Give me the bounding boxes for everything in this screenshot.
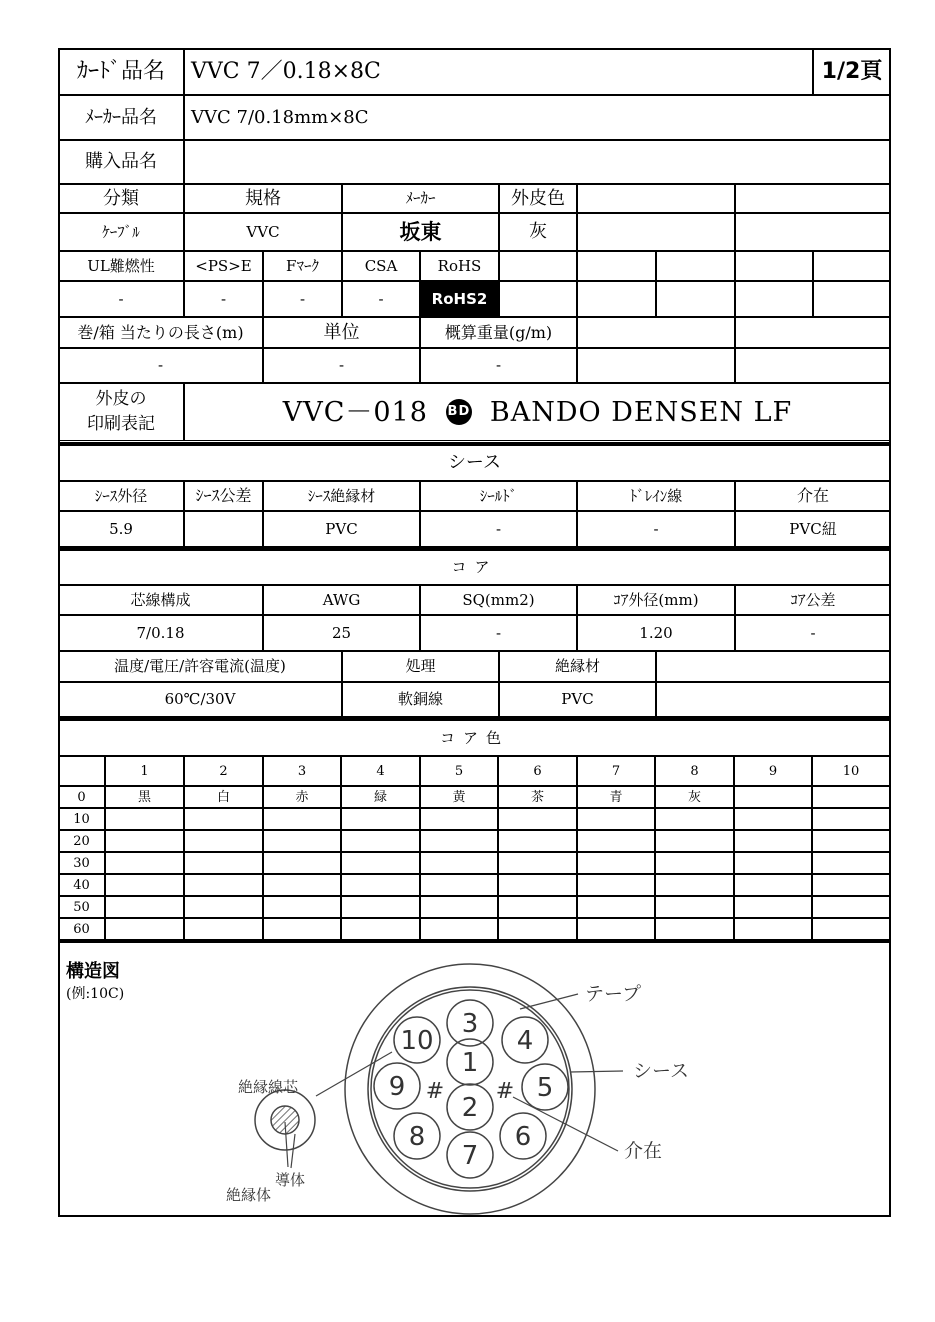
length-per-reel-label: 巻/箱 当たりの長さ(m)	[58, 317, 263, 348]
core-color-cell	[812, 874, 890, 896]
print-text	[184, 383, 891, 441]
core-color-cell	[263, 808, 341, 830]
csa-label: CSA	[342, 251, 420, 281]
core-color-cell	[105, 874, 184, 896]
sheath-section-title: シース	[58, 445, 891, 481]
color-column-header: 1	[105, 756, 184, 786]
core-color-cell	[263, 896, 341, 918]
color-row-index: 10	[58, 808, 105, 830]
empty-cell	[577, 184, 735, 213]
purchase-name-value	[184, 140, 891, 184]
core-color-cell	[655, 852, 734, 874]
empty-cell	[735, 184, 891, 213]
core-color-cell	[184, 918, 263, 940]
empty-cell	[735, 213, 891, 251]
sheath-insulation-value: PVC	[263, 511, 420, 547]
core-color-cell	[341, 874, 420, 896]
core-number: 7	[461, 1141, 479, 1171]
sq-label: SQ(mm2)	[420, 585, 577, 615]
core-number: 8	[408, 1122, 426, 1152]
empty-cell	[577, 348, 735, 383]
bando-logo-icon: BD	[446, 399, 472, 425]
color-row-index: 50	[58, 896, 105, 918]
ul-flame-label: UL難燃性	[58, 251, 184, 281]
core-color-cell	[734, 852, 812, 874]
core-color-cell	[105, 830, 184, 852]
core-color-cell: 茶	[498, 786, 577, 808]
color-column-header: 4	[341, 756, 420, 786]
structure-diagram-title: 構造図	[66, 961, 120, 982]
filler-symbol: #	[425, 1079, 445, 1104]
core-color-cell	[341, 896, 420, 918]
empty-cell	[735, 251, 813, 281]
length-per-reel-value: -	[58, 348, 263, 383]
print-label-line2: 印刷表記	[87, 414, 155, 434]
core-color-cell	[577, 874, 655, 896]
core-number: 5	[536, 1073, 554, 1103]
treatment-value: 軟銅線	[342, 682, 499, 717]
purchase-name-label: 購入品名	[58, 140, 184, 184]
core-number: 10	[400, 1026, 434, 1056]
sheath-label: シース	[633, 1060, 690, 1082]
empty-cell	[813, 281, 891, 317]
treatment-label: 処理	[342, 651, 499, 682]
core-color-cell	[105, 918, 184, 940]
tape-leader	[520, 994, 578, 1009]
core-color-cell	[734, 874, 812, 896]
core-color-cell: 青	[577, 786, 655, 808]
core-tolerance-label: ｺｱ公差	[735, 585, 891, 615]
shield-label: ｼｰﾙﾄﾞ	[420, 481, 577, 511]
rating-value: 60℃/30V	[58, 682, 342, 717]
color-row-index: 30	[58, 852, 105, 874]
empty-cell	[577, 251, 656, 281]
core-tolerance-value: -	[735, 615, 891, 651]
color-column-header: 9	[734, 756, 812, 786]
core-color-cell	[105, 852, 184, 874]
conductor-label: 導体	[275, 1171, 306, 1189]
drain-wire-value: -	[577, 511, 735, 547]
awg-value: 25	[263, 615, 420, 651]
empty-cell	[656, 251, 735, 281]
tape-label: テープ	[585, 983, 642, 1005]
structure-diagram-note: (例:10C)	[66, 986, 125, 1002]
core-color-cell	[341, 808, 420, 830]
core-color-cell: 白	[184, 786, 263, 808]
classification-value: ｹｰﾌﾞﾙ	[58, 213, 184, 251]
filler-diagram-label: 介在	[624, 1140, 663, 1162]
color-column-header: 2	[184, 756, 263, 786]
color-column-header: 3	[263, 756, 341, 786]
core-color-cell	[105, 808, 184, 830]
print-label	[58, 383, 184, 441]
core-od-label: ｺｱ外径(mm)	[577, 585, 735, 615]
empty-cell	[499, 281, 577, 317]
core-color-cell	[577, 830, 655, 852]
core-color-cell	[263, 830, 341, 852]
core-color-cell	[498, 896, 577, 918]
empty-cell	[577, 281, 656, 317]
core-color-cell	[263, 874, 341, 896]
core-color-cell	[812, 896, 890, 918]
csa-value: -	[342, 281, 420, 317]
maker-name-label: ﾒｰｶｰ品名	[58, 95, 184, 140]
filler-label: 介在	[735, 481, 891, 511]
card-name-value: VVC 7／0.18×8C	[184, 48, 813, 95]
core-color-cell	[655, 830, 734, 852]
core-color-cell	[105, 896, 184, 918]
insulation-material-label: 絶縁材	[499, 651, 656, 682]
unit-value: -	[263, 348, 420, 383]
color-row-index: 40	[58, 874, 105, 896]
empty-cell	[735, 317, 891, 348]
core-color-cell	[263, 918, 341, 940]
core-number: 3	[461, 1009, 479, 1039]
core-color-cell: 黄	[420, 786, 498, 808]
core-color-cell	[341, 830, 420, 852]
core-color-cell	[577, 896, 655, 918]
core-number: 9	[388, 1072, 406, 1102]
standard-label: 規格	[184, 184, 342, 213]
jacket-color-value: 灰	[499, 213, 577, 251]
jacket-color-label: 外皮色	[499, 184, 577, 213]
maker-label: ﾒｰｶｰ	[342, 184, 499, 213]
color-row-index: 60	[58, 918, 105, 940]
pse-value: -	[184, 281, 263, 317]
empty-cell	[577, 317, 735, 348]
print-text-model: VVC－018	[282, 396, 428, 428]
core-color-cell	[341, 852, 420, 874]
core-color-cell	[184, 830, 263, 852]
sheath-tolerance-value	[184, 511, 263, 547]
core-color-cell	[577, 918, 655, 940]
insulated-core-leader	[316, 1052, 392, 1096]
drain-wire-label: ﾄﾞﾚｲﾝ線	[577, 481, 735, 511]
empty-cell	[735, 348, 891, 383]
filler-symbol: #	[495, 1079, 515, 1104]
core-color-cell	[734, 786, 812, 808]
core-color-cell	[734, 918, 812, 940]
core-color-cell	[655, 918, 734, 940]
core-section-title: コア	[58, 550, 891, 585]
cable-cross-section-diagram	[58, 944, 891, 1216]
insulation-material-value: PVC	[499, 682, 656, 717]
empty-cell	[577, 213, 735, 251]
sheath-od-label: ｼｰｽ外径	[58, 481, 184, 511]
maker-value: 坂東	[342, 213, 499, 251]
insulated-core-example	[255, 1090, 315, 1150]
core-color-cell	[420, 896, 498, 918]
core-color-cell	[577, 808, 655, 830]
core-color-cell	[498, 808, 577, 830]
core-color-cell: 赤	[263, 786, 341, 808]
sheath-outer-circle	[345, 964, 595, 1214]
insulator-leader	[291, 1134, 295, 1168]
color-column-header: 6	[498, 756, 577, 786]
filler-value: PVC紐	[735, 511, 891, 547]
core-color-cell	[734, 808, 812, 830]
core-color-cell	[498, 852, 577, 874]
card-name-label: ｶｰﾄﾞ品名	[58, 48, 184, 95]
core-color-cell: 黒	[105, 786, 184, 808]
print-label-line1: 外皮の	[95, 389, 147, 409]
print-text-maker: BANDO DENSEN LF	[489, 396, 793, 428]
core-color-cell	[655, 896, 734, 918]
f-mark-value: -	[263, 281, 342, 317]
conductor-circle	[271, 1106, 299, 1134]
core-color-cell	[812, 852, 890, 874]
core-color-cell	[341, 918, 420, 940]
color-column-header: 10	[812, 756, 890, 786]
core-color-cell	[184, 896, 263, 918]
core-color-cell	[184, 874, 263, 896]
core-color-cell	[655, 808, 734, 830]
empty-cell	[656, 682, 891, 717]
core-color-cell	[577, 852, 655, 874]
core-color-cell	[812, 918, 890, 940]
core-number: 2	[461, 1093, 479, 1123]
color-row-index: 20	[58, 830, 105, 852]
color-grid-corner	[58, 756, 105, 786]
core-number: 6	[514, 1122, 532, 1152]
standard-value: VVC	[184, 213, 342, 251]
color-row-index: 0	[58, 786, 105, 808]
empty-cell	[656, 651, 891, 682]
empty-cell	[499, 251, 577, 281]
sheath-tolerance-label: ｼｰｽ公差	[184, 481, 263, 511]
empty-cell	[735, 281, 813, 317]
f-mark-label: Fﾏｰｸ	[263, 251, 342, 281]
core-color-cell	[734, 830, 812, 852]
core-color-cell	[420, 918, 498, 940]
section-divider	[58, 940, 891, 943]
sheath-od-value: 5.9	[58, 511, 184, 547]
core-color-cell: 緑	[341, 786, 420, 808]
core-color-cell	[263, 852, 341, 874]
insulator-label: 絶縁体	[226, 1186, 272, 1204]
core-color-cell	[498, 830, 577, 852]
unit-label: 単位	[263, 317, 420, 348]
core-color-cell	[420, 830, 498, 852]
empty-cell	[813, 251, 891, 281]
pse-label: <PS>E	[184, 251, 263, 281]
conductor-structure-label: 芯線構成	[58, 585, 263, 615]
core-od-value: 1.20	[577, 615, 735, 651]
core-color-cell	[498, 918, 577, 940]
maker-name-value: VVC 7/0.18mm×8C	[184, 95, 891, 140]
conductor-structure-value: 7/0.18	[58, 615, 263, 651]
core-color-cell: 灰	[655, 786, 734, 808]
shield-value: -	[420, 511, 577, 547]
awg-label: AWG	[263, 585, 420, 615]
color-column-header: 8	[655, 756, 734, 786]
insulated-core-label: 絶縁線芯	[238, 1078, 299, 1096]
core-color-cell	[184, 808, 263, 830]
core-number: 1	[461, 1048, 479, 1078]
empty-cell	[656, 281, 735, 317]
core-color-cell	[420, 874, 498, 896]
ul-flame-value: -	[58, 281, 184, 317]
page-number: 1/2頁	[813, 48, 891, 95]
weight-value: -	[420, 348, 577, 383]
core-color-cell	[420, 808, 498, 830]
rating-label: 温度/電圧/許容電流(温度)	[58, 651, 342, 682]
core-color-cell	[420, 852, 498, 874]
core-color-cell	[812, 808, 890, 830]
core-color-cell	[812, 830, 890, 852]
weight-label: 概算重量(g/m)	[420, 317, 577, 348]
color-column-header: 5	[420, 756, 498, 786]
rohs-label: RoHS	[420, 251, 499, 281]
core-color-cell	[734, 896, 812, 918]
core-number: 4	[516, 1026, 534, 1056]
sheath-leader	[570, 1071, 623, 1072]
core-color-cell	[184, 852, 263, 874]
core-color-cell	[498, 874, 577, 896]
sq-value: -	[420, 615, 577, 651]
core-color-cell	[812, 786, 890, 808]
classification-label: 分類	[58, 184, 184, 213]
core-color-title: コア色	[58, 720, 891, 756]
color-column-header: 7	[577, 756, 655, 786]
sheath-insulation-label: ｼｰｽ絶縁材	[263, 481, 420, 511]
rohs-badge: RoHS2	[420, 281, 499, 317]
core-color-cell	[655, 874, 734, 896]
